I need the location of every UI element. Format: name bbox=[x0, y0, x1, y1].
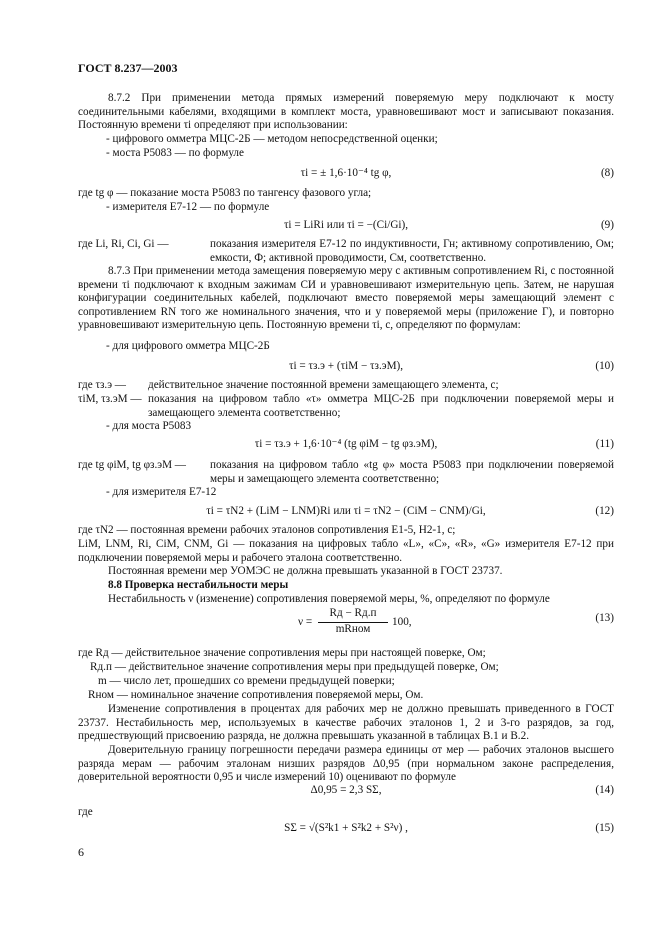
paragraph-8-7-2: 8.7.2 При применении метода прямых измерений поверяемую меру подключают к мосту соединительными кабелями, входящими в комплект моста, уравновешивают мост и записывают показания. Постоянную времени τi определяют при использовании: bbox=[78, 92, 614, 132]
equation-14-formula: Δ0,95 = 2,3 SΣ, bbox=[310, 784, 382, 796]
bullet-mcs2b-subst: - для цифрового омметра МЦС-2Б bbox=[106, 340, 270, 352]
equation-13-number: (13) bbox=[595, 612, 614, 624]
equation-15-formula: SΣ = √(S²k1 + S²k2 + S²ν) , bbox=[284, 822, 408, 834]
equation-13-tail: 100, bbox=[392, 616, 412, 628]
equation-8-number: (8) bbox=[600, 167, 614, 179]
where-eq11-desc: показания на цифровом табло «tg φ» моста Р5083 при подключении поверяемой меры и замещающего элемента соответственно; bbox=[210, 459, 614, 485]
equation-8-formula: τi = ± 1,6·10⁻⁴ tg φ, bbox=[300, 167, 392, 179]
equation-13-denominator: mRном bbox=[335, 622, 371, 635]
paragraph-confidence: Доверительную границу погрешности передачи размера единицы от мер — рабочих эталонов высшего разряда мерам — рабочим эталонам низших разрядов Δ0,95 (при нормальном законе распределения, доверительной вероятности 0,95 и числе измерений 10) оценивают по формуле bbox=[78, 744, 614, 784]
equation-9-number: (9) bbox=[600, 219, 614, 231]
equation-12 bbox=[78, 505, 614, 521]
where-eq10-a-desc: действительное значение постоянной времени замещающего элемента, с; bbox=[148, 379, 499, 391]
where-eq10-b-term: τiM, τз.эM — bbox=[78, 393, 142, 405]
equation-13-numerator: Rд − Rд.п bbox=[318, 607, 388, 623]
equation-10 bbox=[78, 360, 614, 376]
paragraph-uomes: Постоянная времени мер УОМЭС не должна превышать указанной в ГОСТ 23737. bbox=[108, 565, 503, 577]
equation-10-number: (10) bbox=[595, 360, 614, 372]
where-eq12-b: LiM, LNM, Ri, CiM, CNM, Gi — показания на цифровых табло «L», «С», «R», «G» измерителя Е7-12 при подключении поверяемой меры и рабочего эталона соответственно. bbox=[78, 538, 614, 564]
where-eq10-b bbox=[78, 393, 614, 420]
where-eq13-a: где Rд — действительное значение сопротивления меры при настоящей поверке, Ом; bbox=[78, 647, 486, 659]
paragraph-8-8: Нестабильность ν (изменение) сопротивления поверяемой меры, %, определяют по формуле bbox=[108, 593, 550, 605]
equation-13 bbox=[78, 607, 614, 641]
bullet-p5083: - моста Р5083 — по формуле bbox=[106, 147, 244, 159]
equation-14 bbox=[78, 784, 614, 800]
equation-10-formula: τi = τз.э + (τiM − τз.эM), bbox=[288, 360, 404, 372]
equation-9-formula: τi = LiRi или τi = −(Ci/Gi), bbox=[283, 219, 409, 231]
equation-8 bbox=[78, 167, 614, 183]
where-eq12-a: где τN2 — постоянная времени рабочих эталонов сопротивления Е1-5, Н2-1, с; bbox=[78, 524, 456, 536]
equation-15 bbox=[78, 822, 614, 838]
equation-12-number: (12) bbox=[595, 505, 614, 517]
paragraph-8-7-3: 8.7.3 При применении метода замещения поверяемую меру с активным сопротивлением Ri, с постоянной времени τi подключают к входным зажимам СИ и уравновешивают измерительную цепь. Затем, не нарушая конфигурации соединительных кабелей, подключают вместо поверяемой меры замещающий элемент с сопротивлением RN того же номинального значения, что и у поверяемой меры (приложение Г), и повторно уравновешивают измерительную цепь. Постоянную времени τi, с, определяют по формулам: bbox=[78, 265, 614, 332]
equation-9 bbox=[78, 219, 614, 235]
equation-12-formula: τi = τN2 + (LiM − LNM)Ri или τi = τN2 − (CiM − CNM)/Gi, bbox=[206, 505, 486, 517]
where-eq10-b-desc: показания на цифровом табло «τ» омметра МЦС-2Б при подключении поверяемой меры и замещающего элемента соответственно; bbox=[148, 393, 614, 419]
where-eq13-b: Rд.п — действительное значение сопротивления меры при предыдущей поверке, Ом; bbox=[90, 661, 499, 673]
page-header: ГОСТ 8.237—2003 bbox=[78, 61, 178, 75]
where-eq11-term: где tg φiM, tg φз.эM — bbox=[78, 459, 186, 471]
where-eq9-desc: показания измерителя Е7-12 по индуктивности, Гн; активному сопротивлению, Ом; емкости, Ф; активной проводимости, См, соответственно. bbox=[210, 238, 614, 264]
equation-14-number: (14) bbox=[595, 784, 614, 796]
where-eq11 bbox=[78, 459, 614, 486]
equation-11-number: (11) bbox=[595, 438, 614, 450]
where-eq9-term: где Li, Ri, Ci, Gi — bbox=[78, 238, 169, 250]
equation-11-formula: τi = τз.э + 1,6·10⁻⁴ (tg φiM − tg φз.эM), bbox=[254, 438, 438, 450]
section-8-8-heading: 8.8 Проверка нестабильности меры bbox=[108, 579, 289, 591]
bullet-e7-12-subst: - для измерителя Е7-12 bbox=[106, 486, 217, 498]
where-eq13-c: m — число лет, прошедших со времени предыдущей поверки; bbox=[98, 675, 395, 687]
where-eq9 bbox=[78, 238, 614, 265]
where-eq10-a-term: где τз.э — bbox=[78, 379, 126, 391]
bullet-p5083-subst: - для моста Р5083 bbox=[106, 420, 192, 432]
where-eq14: где bbox=[78, 806, 93, 818]
equation-13-fraction bbox=[318, 607, 388, 636]
paragraph-change: Изменение сопротивления в процентах для рабочих мер не должно превышать приведенного в ГОСТ 23737. Нестабильность мер, используемых в качестве рабочих эталонов 1, 2 и 3-го разрядов, за год, предшествующий присвоению разряда, не должна превышать указанной в таблицах В.1 и В.2. bbox=[78, 703, 614, 743]
equation-13-lhs: ν = bbox=[298, 616, 313, 628]
bullet-mcs2b-direct: - цифрового омметра МЦС-2Б — методом непосредственной оценки; bbox=[106, 133, 438, 145]
equation-11 bbox=[78, 438, 614, 454]
where-eq10-a bbox=[78, 379, 614, 393]
page-number: 6 bbox=[78, 845, 84, 859]
equation-15-number: (15) bbox=[595, 822, 614, 834]
bullet-e7-12: - измерителя Е7-12 — по формуле bbox=[106, 201, 270, 213]
where-eq8: где tg φ — показание моста Р5083 по тангенсу фазового угла; bbox=[78, 187, 372, 199]
where-eq13-d: Rном — номинальное значение сопротивления поверяемой меры, Ом. bbox=[88, 689, 424, 701]
